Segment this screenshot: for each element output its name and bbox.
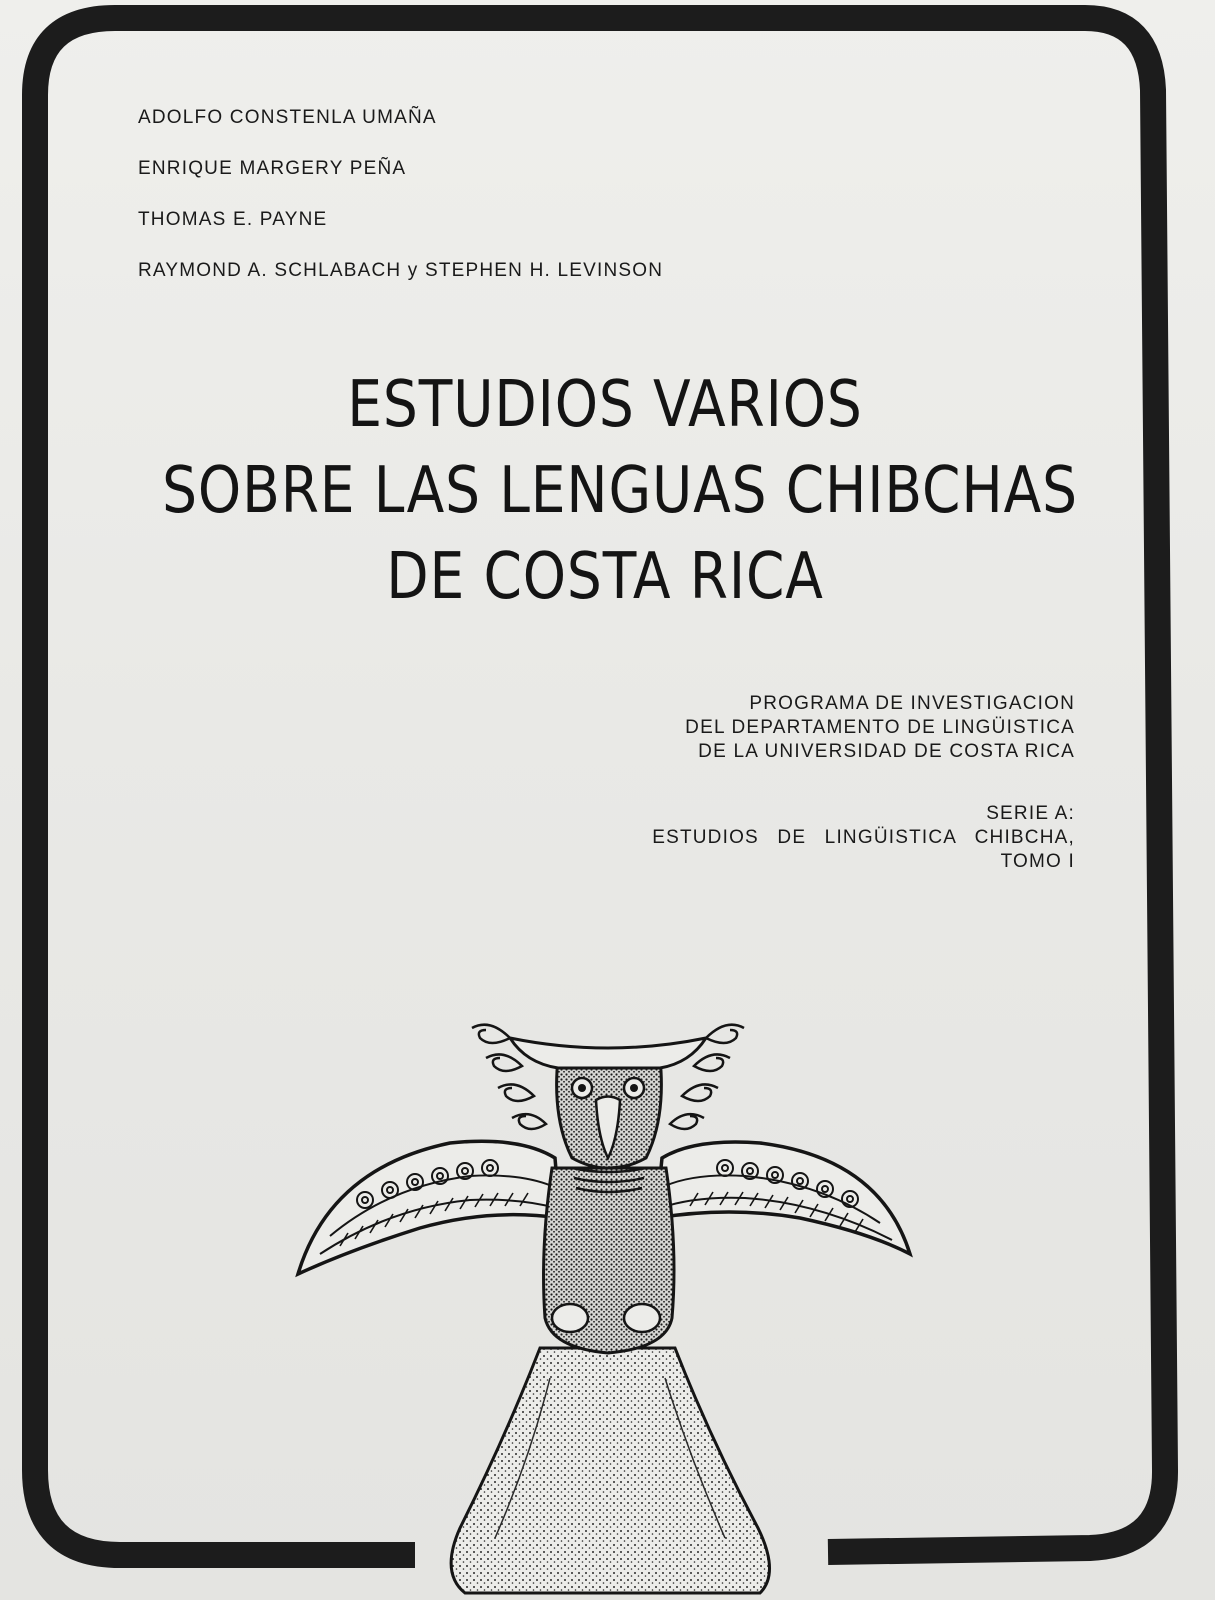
bird-figurine-illustration: [290, 1018, 930, 1600]
author-list: [138, 106, 938, 310]
author-name: ADOLFO CONSTENLA UMAÑA: [138, 107, 437, 128]
author-name: RAYMOND A. SCHLABACH y STEPHEN H. LEVINSON: [138, 260, 664, 281]
series-name: ESTUDIOS DE LINGÜISTICA CHIBCHA,: [652, 827, 1075, 848]
series-label: SERIE A:: [986, 803, 1075, 824]
title-line-2: SOBRE LAS LENGUAS CHIBCHAS: [162, 454, 1078, 528]
volume-label: TOMO I: [1000, 851, 1075, 872]
program-line: PROGRAMA DE INVESTIGACION: [749, 693, 1075, 714]
program-statement: [555, 692, 1075, 764]
series-statement: [555, 802, 1075, 874]
title-line-1: ESTUDIOS VARIOS: [347, 368, 863, 442]
program-line: DEL DEPARTAMENTO DE LINGÜISTICA: [685, 717, 1075, 738]
title-line-3: DE COSTA RICA: [386, 540, 824, 614]
book-title: [90, 362, 1120, 620]
author-name: ENRIQUE MARGERY PEÑA: [138, 158, 407, 179]
author-name: THOMAS E. PAYNE: [138, 209, 328, 230]
program-line: DE LA UNIVERSIDAD DE COSTA RICA: [698, 741, 1075, 762]
